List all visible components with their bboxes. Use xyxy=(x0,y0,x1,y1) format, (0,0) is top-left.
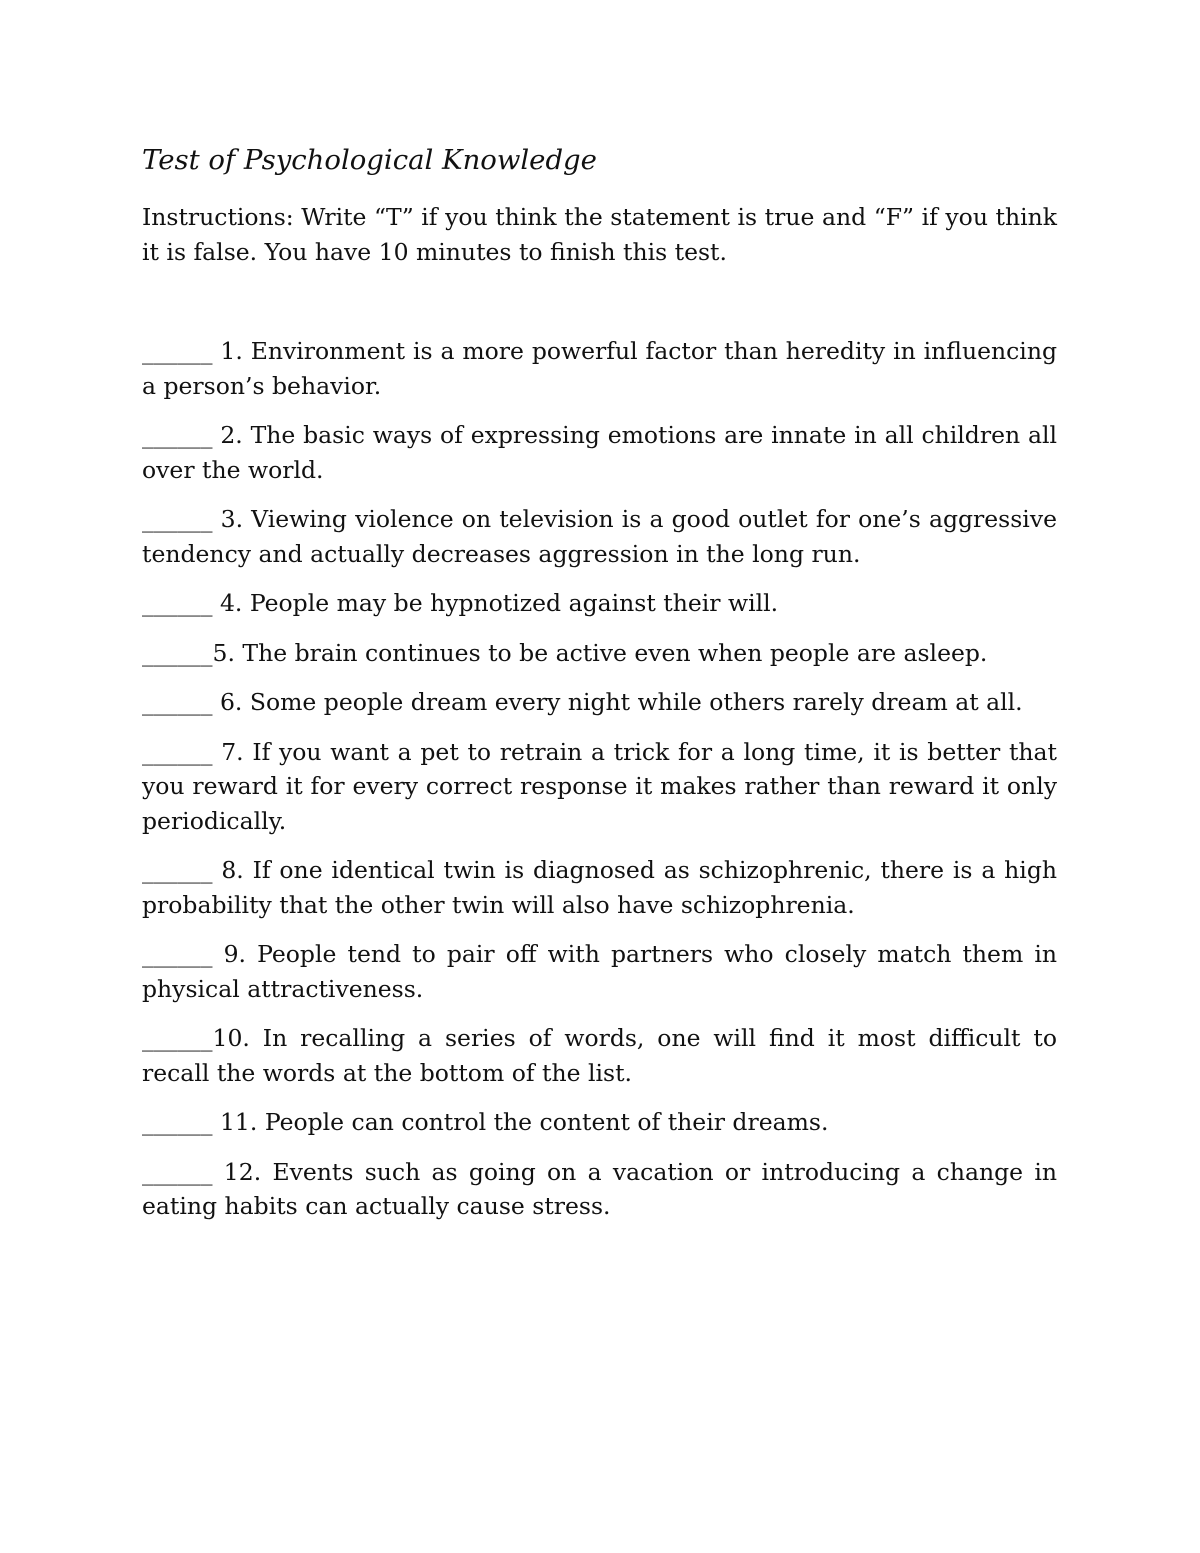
answer-blank: ______ xyxy=(142,688,213,716)
question-text: 2. The basic ways of expressing emotions are innate in all children all over the world. xyxy=(142,421,1057,484)
question-text: 10. In recalling a series of words, one will find it most difficult to recall the words at the bottom of the list. xyxy=(142,1024,1057,1087)
question-text: 7. If you want a pet to retrain a trick for a long time, it is better that you reward it for every correct response it makes rather than reward it only periodically. xyxy=(142,737,1057,835)
question-text: 3. Viewing violence on television is a good outlet for one’s aggressive tendency and actually decreases aggression in the long run. xyxy=(142,505,1057,568)
answer-blank: ______ xyxy=(142,589,213,617)
question-item-9 xyxy=(142,937,1057,1006)
question-item-5 xyxy=(142,636,1057,671)
answer-blank: ______ xyxy=(142,1108,213,1136)
document-title: Test of Psychological Knowledge xyxy=(142,144,597,176)
question-text: 6. Some people dream every night while others rarely dream at all. xyxy=(212,688,1023,716)
question-list xyxy=(142,334,1057,1224)
answer-blank: ______ xyxy=(142,737,213,766)
question-text: 1. Environment is a more powerful factor than heredity in influencing a person’s behavior. xyxy=(142,337,1057,400)
question-text: 4. People may be hypnotized against their will. xyxy=(212,589,779,617)
answer-blank: ______ xyxy=(142,1157,213,1186)
answer-blank: ______ xyxy=(142,337,213,365)
question-item-1 xyxy=(142,334,1057,403)
question-text: 12. Events such as going on a vacation or introducing a change in eating habits can actually cause stress. xyxy=(142,1157,1057,1220)
question-item-2 xyxy=(142,418,1057,487)
question-item-6 xyxy=(142,685,1057,720)
question-item-10 xyxy=(142,1021,1057,1090)
answer-blank: ______ xyxy=(142,421,213,449)
question-item-7 xyxy=(142,735,1057,839)
question-item-8 xyxy=(142,853,1057,922)
answer-blank: ______ xyxy=(142,505,213,533)
answer-blank: ______ xyxy=(142,1024,213,1052)
instructions: Instructions: Write “T” if you think the statement is true and “F” if you think it is false. You have 10 minutes to finish this test. xyxy=(142,203,1057,266)
document-body xyxy=(142,138,1057,1239)
question-item-11 xyxy=(142,1105,1057,1140)
question-text: 8. If one identical twin is diagnosed as schizophrenic, there is a high probability that the other twin will also have schizophrenia. xyxy=(142,856,1057,919)
answer-blank: ______ xyxy=(142,940,213,968)
question-text: 5. The brain continues to be active even when people are asleep. xyxy=(212,638,988,667)
answer-blank: ______ xyxy=(142,856,213,884)
question-item-3 xyxy=(142,502,1057,571)
answer-blank: ______ xyxy=(142,638,213,667)
question-text: 11. People can control the content of their dreams. xyxy=(212,1108,829,1136)
question-item-4 xyxy=(142,586,1057,621)
question-text: 9. People tend to pair off with partners who closely match them in physical attractiveness. xyxy=(142,940,1057,1003)
question-item-12 xyxy=(142,1155,1057,1224)
